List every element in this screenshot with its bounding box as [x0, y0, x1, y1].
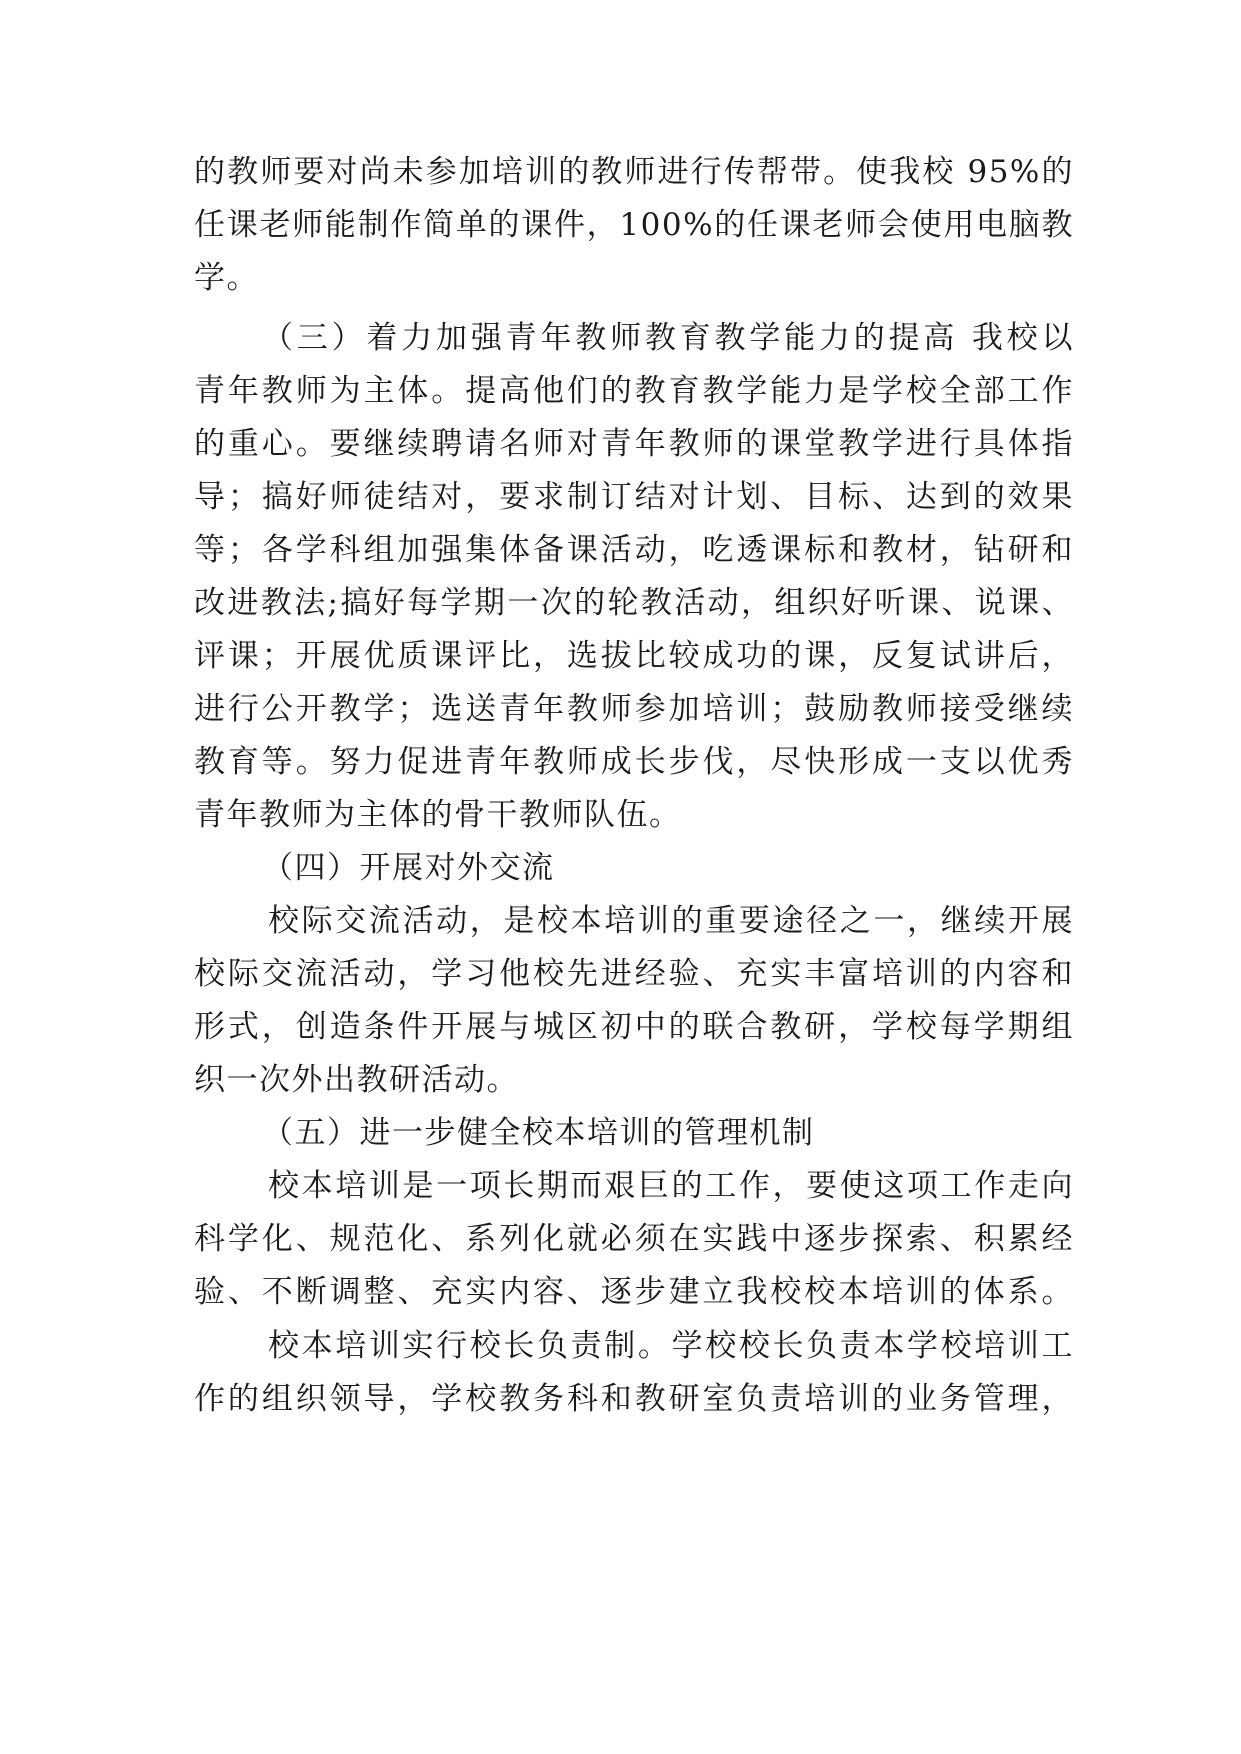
paragraph-line: 评课；开展优质课评比，选拔比较成功的课，反复试讲后，: [194, 638, 1074, 674]
paragraph-line: 等；各学科组加强集体备课活动，吃透课标和教材，钻研和: [194, 532, 1074, 568]
paragraph-line: 校际交流活动，学习他校先进经验、充实丰富培训的内容和: [194, 956, 1074, 992]
paragraph-line: 导；搞好师徒结对，要求制订结对计划、目标、达到的效果: [194, 479, 1074, 515]
paragraph-line: 学。: [194, 260, 259, 296]
paragraph-line: 科学化、规范化、系列化就必须在实践中逐步探索、积累经: [194, 1221, 1074, 1257]
paragraph-line: 的教师要对尚未参加培训的教师进行传帮带。使我校 95%的: [194, 154, 1074, 190]
paragraph-line: 验、不断调整、充实内容、逐步建立我校校本培训的体系。: [194, 1274, 1074, 1310]
paragraph-line: 织一次外出教研活动。: [194, 1062, 519, 1098]
paragraph-line: 校本培训实行校长负责制。学校校长负责本学校培训工: [268, 1328, 1074, 1364]
paragraph-line: 教育等。努力促进青年教师成长步伐，尽快形成一支以优秀: [194, 744, 1074, 780]
section-heading-4: （四）开展对外交流: [262, 850, 555, 886]
paragraph-line: 进行公开教学；选送青年教师参加培训；鼓励教师接受继续: [194, 691, 1074, 727]
paragraph-line: 形式，创造条件开展与城区初中的联合教研，学校每学期组: [194, 1009, 1074, 1045]
paragraph-line: 青年教师为主体的骨干教师队伍。: [194, 797, 682, 833]
paragraph-line: 任课老师能制作简单的课件，100%的任课老师会使用电脑教: [194, 207, 1074, 243]
paragraph-line: 改进教法;搞好每学期一次的轮教活动，组织好听课、说课、: [194, 585, 1074, 621]
paragraph-line: 校本培训是一项长期而艰巨的工作，要使这项工作走向: [268, 1168, 1074, 1204]
paragraph-line: 青年教师为主体。提高他们的教育教学能力是学校全部工作: [194, 373, 1074, 409]
paragraph-line: 作的组织领导，学校教务科和教研室负责培训的业务管理，: [194, 1381, 1074, 1417]
section-heading-3: （三）着力加强青年教师教育教学能力的提高 我校以: [262, 320, 1074, 356]
paragraph-line: 校际交流活动，是校本培训的重要途径之一，继续开展: [268, 903, 1074, 939]
section-heading-5: （五）进一步健全校本培训的管理机制: [262, 1115, 815, 1151]
paragraph-line: 的重心。要继续聘请名师对青年教师的课堂教学进行具体指: [194, 426, 1074, 462]
